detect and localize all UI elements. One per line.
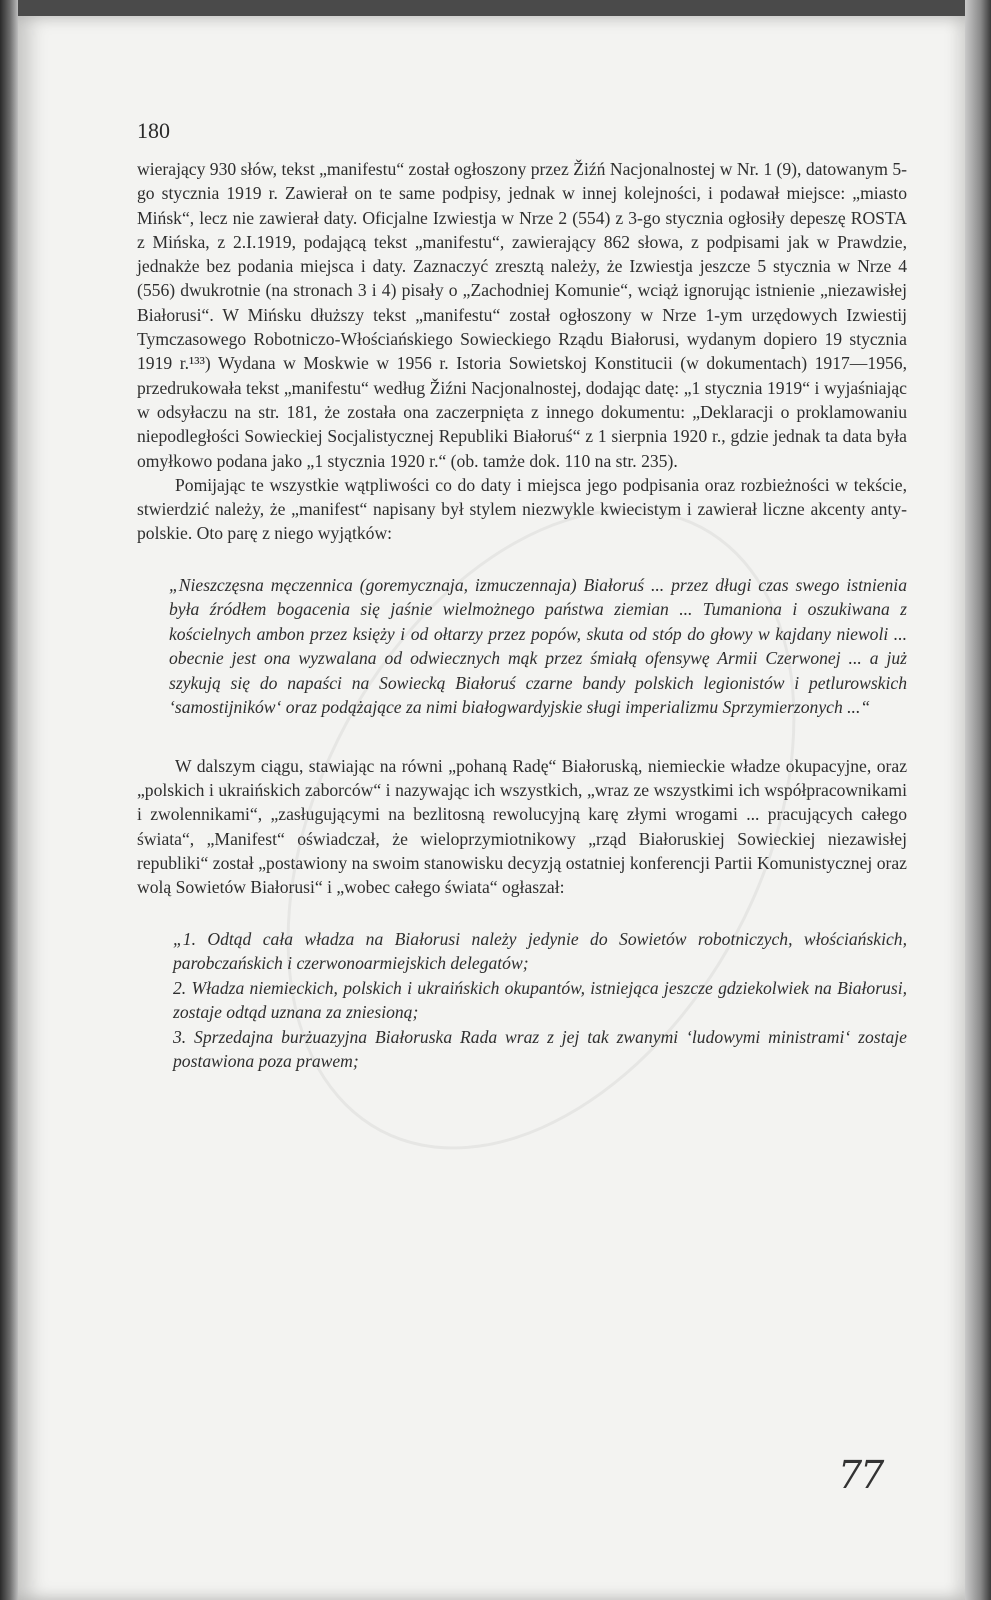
manifest-quote: „Nieszczęsna męczennica (goremycznaja, izmuczennaja) Białoruś ... przez długi czas swego istnienia była źródłem bogacenia się jaśnie wielmożnego państwa ziemian ... Tumaniona i oszukiwana z kościelnych ambon przez księży i od ołtarzy przez popów, skuta od stóp do głowy w kajdany niewoli ... obecnie jest ona wyzwalana od odwiecznych mąk przez śmiałą ofensywę Armii Czerwonej ... a już szykują się do napaści na Sowiecką Białoruś czarne bandy polskich legionistów i petlurowskich ‘samostijników‘ oraz podążające za nimi białogwardyjskie sługi imperializmu Sprzymierzonych ...“ xyxy=(169,574,907,718)
manifest-points-list xyxy=(137,927,907,1074)
page-right-edge xyxy=(965,0,991,1600)
manifest-point-3: 3. Sprzedajna burżuazyjna Białoruska Rada wraz z jej tak zwanymi ‘ludowymi ministrami‘ zostaje postawiona poza prawem; xyxy=(173,1026,907,1072)
page-content xyxy=(137,157,907,1074)
manifest-point-1: „1. Odtąd cała władza na Białorusi należy jedynie do Sowietów robotniczych, włościańskich, parobczańskich i czerwonoarmiejskich delegatów; xyxy=(173,928,907,974)
paragraph-style-remark: Pomijając te wszystkie wątpliwości co do daty i miejsca jego podpisania oraz rozbieżności w tekście, stwierdzić należy, że „manifest“ napisany był stylem niezwykle kwiecistym i zawierał liczne akcenty anty-polskie. Oto parę z niego wyjątków: xyxy=(137,474,907,544)
handwritten-page-mark: 77 xyxy=(838,1453,883,1497)
book-gutter-shadow xyxy=(0,0,18,1600)
paragraph-continued: wierający 930 słów, tekst „manifestu“ został ogłoszony przez Žiźń Nacjonalnostej w Nr. 1 (9), datowanym 5-go stycznia 1919 r. Zawierał on te same podpisy, jednak w innej kolejności, i podawał miejsce: „miasto Mińsk“, lecz nie zawierał daty. Oficjalne Izwiestja w Nrze 2 (554) z 3-go stycznia ogłosiły depeszę ROSTA z Mińska, z 2.I.1919, podającą tekst „manifestu“, zawierający 862 słowa, z podpisami jak w Prawdzie, jednakże bez podania miejsca i daty. Zaznaczyć zresztą należy, że Izwiestja jeszcze 5 stycznia w Nrze 4 (556) dwukrotnie (na stronach 3 i 4) pisały o „Zachodniej Komunie“, wciąż ignorując istnienie „niezawisłej Białorusi“. W Mińsku dłuższy tekst „manifestu“ został ogłoszony w Nrze 1-ym urzędowych Izwiestij Tymczasowego Robotniczo-Włościańskiego Sowieckiego Rządu Białorusi, wydanym dopiero 19 stycznia 1919 r.¹³³) Wydana w Moskwie w 1956 r. Istoria Sowietskoj Konstitucii (w dokumentach) 1917—1956, przedrukowała tekst „manifestu“ według Žiźni Nacjonalnostej, dodając datę: „1 stycznia 1919“ i wyjaśniając w odsyłaczu na str. 181, że została ona zaczerpnięta z innego dokumentu: „Deklaracji o proklamowaniu niepodległości Sowieckiej Socjalistycznej Republiki Białoruś“ z 1 sierpnia 1920 r., gdzie jednak ta data była omyłkowo podana jako „1 stycznia 1920 r.“ (ob. tamże dok. 110 na str. 235). xyxy=(137,159,907,471)
paragraph-manifest-declaration: W dalszym ciągu, stawiając na równi „pohaną Radę“ Białoruską, niemieckie władze okupacyjne, oraz „polskich i ukraińskich zaborców“ i nazywając ich wszystkich, „wraz ze wszystkimi ich współpracownikami i zwolennikami“, „zasługującymi na bezlitosną rewolucyjną karę złymi wrogami ... pracujących całego świata“, „Manifest“ oświadczał, że wieloprzymiotnikowy „rząd Białoruskiej Sowieckiej niezawisłej republiki“ został „postawiony na swoim stanowisku decyzją ostatniej konferencji Partii Komunistycznej oraz wolą Sowietów Białorusi“ i „wobec całego świata“ ogłaszał: xyxy=(137,755,907,898)
page-number: 180 xyxy=(137,118,170,143)
manifest-point-2: 2. Władza niemieckich, polskich i ukraińskich okupantów, istniejąca jeszcze gdziekolwiek na Białorusi, zostaje odtąd uznana za zniesioną; xyxy=(173,977,907,1023)
